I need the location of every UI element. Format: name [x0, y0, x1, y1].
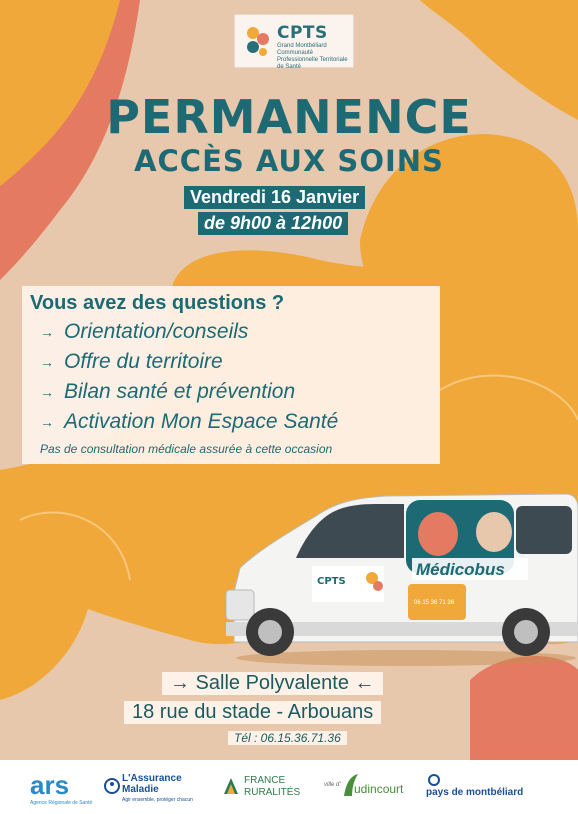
assurance-title-line1: L'Assurance [122, 773, 182, 784]
question-item-label: Orientation/conseils [64, 320, 249, 343]
question-item [40, 350, 223, 374]
logo-title: CPTS [277, 23, 328, 43]
time-label: de 9h00 à 12h00 [198, 212, 348, 235]
address-label: 18 rue du stade - Arbouans [124, 701, 381, 724]
cpts-logo-mark-icon [243, 25, 273, 57]
ruralites-label: RURALITÉS [244, 787, 301, 798]
partner-logos-footer [0, 760, 578, 814]
assurance-maladie-subtitle: Agir ensemble, protéger chacun [122, 797, 193, 803]
question-item-label: Offre du territoire [64, 350, 223, 373]
ars-subtitle: Agence Régionale de Santé [30, 800, 93, 806]
van-brand-text: Médicobus [416, 560, 505, 579]
pays-montbeliard-logo-icon [428, 774, 440, 786]
france-ruralites-logo-icon [222, 776, 240, 796]
ville-label: ville d' [324, 782, 341, 788]
van-phone-text: 06 15 36 71 36 [414, 600, 455, 606]
audincourt-logo: udincourt [354, 782, 404, 796]
questions-note: Pas de consultation médicale assurée à cette occasion [40, 442, 333, 456]
assurance-title-line2: Maladie [122, 784, 159, 795]
question-item [40, 320, 248, 344]
medicobus-van [226, 472, 578, 670]
date-label: Vendredi 16 Janvier [184, 186, 365, 209]
question-item-label: Activation Mon Espace Santé [64, 410, 339, 433]
headline-permanence: PERMANENCE [106, 90, 472, 144]
arrow-right-icon: → [40, 324, 54, 341]
logo-subtitle: Grand Montbéliard Communauté Professionnelle Territoriale de Santé [277, 43, 348, 70]
question-item [40, 410, 338, 434]
france-ruralites-logo [244, 775, 300, 799]
question-item-label: Bilan santé et prévention [64, 380, 296, 403]
phone-label: Tél : 06.15.36.71.36 [228, 731, 347, 745]
pays-montbeliard-logo: pays de montbéliard [426, 787, 524, 798]
cpts-logo [234, 14, 354, 68]
questions-title: Vous avez des questions ? [30, 292, 285, 314]
arrow-right-icon: → [40, 414, 54, 431]
venue-label: → Salle Polyvalente ← [162, 672, 383, 695]
headline-acces-aux-soins: ACCÈS AUX SOINS [134, 144, 444, 178]
ars-logo: ars [30, 770, 70, 800]
assurance-maladie-title [122, 773, 182, 795]
assurance-maladie-logo-icon [104, 778, 120, 794]
question-item [40, 380, 295, 404]
france-label: FRANCE [244, 775, 286, 786]
arrow-right-icon: → [40, 384, 54, 401]
van-logo-text: CPTS [317, 576, 346, 587]
arrow-right-icon: → [40, 354, 54, 371]
